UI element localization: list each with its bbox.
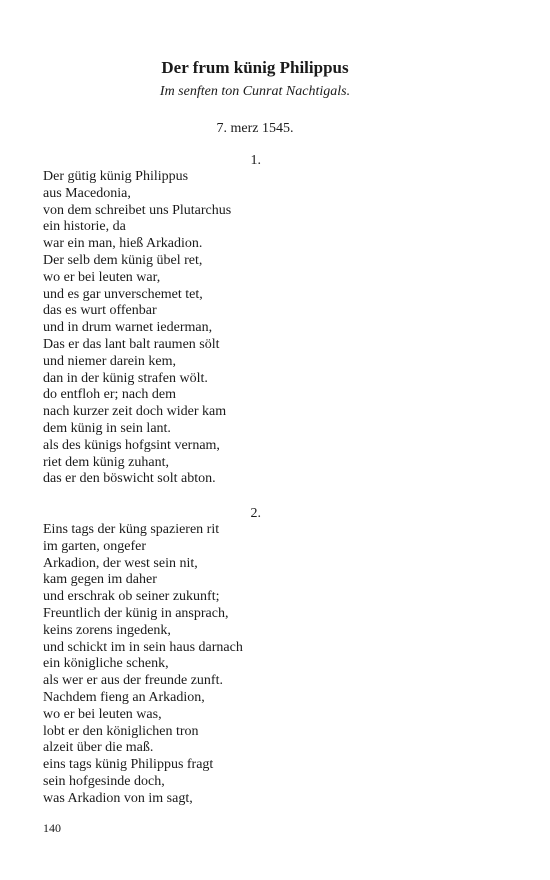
verse-line: nach kurzer zeit doch wider kam [43, 404, 227, 420]
verse-line: kam gegen im daher [43, 572, 157, 588]
verse-line: aus Macedonia, [43, 185, 131, 201]
stanza-number: 1. [250, 153, 261, 168]
verse-line: Das er das lant balt raumen sölt [43, 336, 220, 352]
verse-line: wo er bei leuten was, [43, 706, 162, 722]
verse-line: das es wurt offenbar [43, 303, 157, 319]
verse-line: eins tags künig Philippus fragt [43, 757, 214, 773]
verse-line: als wer er aus der freunde zunft. [43, 673, 223, 689]
stanza-1 [43, 152, 261, 488]
verse-line: und es gar unverschemet tet, [43, 286, 203, 302]
verse-line: als des künigs hofgsint vernam, [43, 437, 220, 453]
verse-line: Der gütig künig Philippus [43, 169, 189, 184]
verse-line: wo er bei leuten war, [43, 269, 161, 285]
verse-line: von dem schreibet uns Plutarchus [43, 202, 232, 218]
verse-line: und niemer darein kem, [43, 353, 176, 369]
verse-line: sein hofgesinde doch, [43, 773, 165, 789]
stanza-2 [43, 505, 261, 808]
page-number: 140 [43, 821, 61, 835]
verse-line: was Arkadion von im sagt, [43, 790, 193, 806]
verse-line: Der selb dem künig übel ret, [43, 252, 203, 268]
verse-line: riet dem künig zuhant, [43, 454, 169, 470]
verse-line: Nachdem fieng an Arkadion, [43, 689, 205, 705]
stanza-number: 2. [250, 506, 261, 521]
poem-title: Der frum künig Philippus [161, 58, 349, 77]
poem-date: 7. merz 1545. [216, 121, 294, 136]
verse-line: das er den böswicht solt abton. [43, 471, 216, 487]
verse-line: und erschrak ob seiner zukunft; [43, 589, 220, 605]
verse-line: war ein man, hieß Arkadion. [43, 236, 203, 252]
verse-line: do entfloh er; nach dem [43, 387, 176, 403]
verse-line: und schickt im in sein haus darnach [43, 639, 243, 655]
verse-line: alzeit über die maß. [43, 740, 154, 756]
verse-line: Arkadion, der west sein nit, [43, 555, 198, 571]
poem-subtitle: Im senften ton Cunrat Nachtigals. [159, 84, 351, 99]
verse-line: Eins tags der küng spazieren rit [43, 522, 220, 537]
verse-line: im garten, ongefer [43, 538, 147, 554]
verse-line: keins zorens ingedenk, [43, 622, 171, 638]
verse-line: und in drum warnet iederman, [43, 320, 213, 336]
verse-line: lobt er den königlichen tron [43, 723, 199, 739]
verse-line: dan in der künig strafen wölt. [43, 370, 208, 386]
verse-line: dem künig in sein lant. [43, 420, 171, 436]
verse-line: ein historie, da [43, 219, 126, 235]
verse-line: ein königliche schenk, [43, 656, 169, 672]
verse-line: Freuntlich der künig in ansprach, [43, 605, 229, 621]
